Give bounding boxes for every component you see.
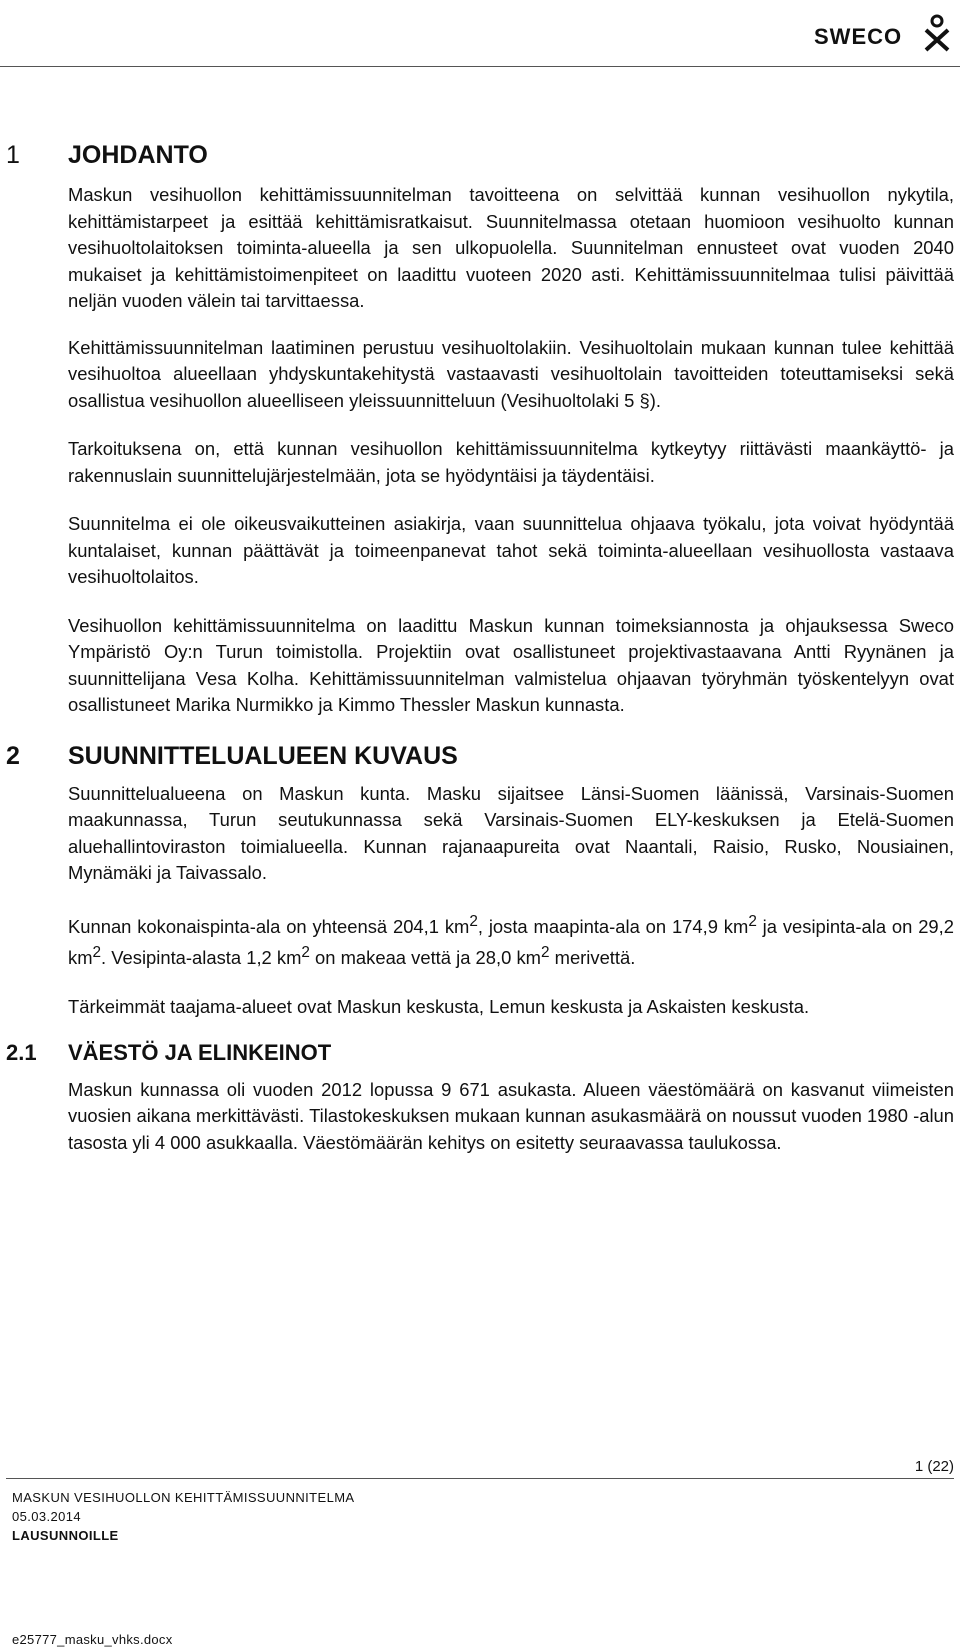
paragraph-intro-5: Vesihuollon kehittämissuunnitelma on laadittu Maskun kunnan toimeksiannosta ja ohjauksessa Sweco Ympäristö Oy:n Turun toimistolla. Projektiin ovat osallistuneet projektivastaavana Antti Ryynänen ja suunnittelijana Vesa Kolha. Kehittämissuunnitelman valmistelua ohjaavan työryhmän työskentelyyn ovat osallistuneet Marika Nurmikko ja Kimmo Thessler Maskun kunnasta. (68, 614, 954, 715)
paragraph-area-2 (0, 909, 960, 972)
superscript: 2 (301, 944, 310, 962)
superscript: 2 (469, 912, 478, 930)
footer-doc-title: MASKUN VESIHUOLLON KEHITTÄMISSUUNNITELMA (12, 1490, 355, 1505)
section-1-number: 1 (6, 141, 20, 169)
sweco-mark-icon (920, 14, 954, 52)
header-divider (0, 66, 960, 67)
area-text-a: Kunnan kokonaispinta-ala on yhteensä 204,1 km (68, 915, 470, 937)
area-text-e: on makeaa vettä ja 28,0 km (309, 947, 541, 969)
section-1-title: JOHDANTO (68, 141, 208, 169)
paragraph-area-3: Tärkeimmät taajama-alueet ovat Maskun keskusta, Lemun keskusta ja Askaisten keskusta. (68, 995, 810, 1017)
paragraph-intro-1: Maskun vesihuollon kehittämissuunnitelman tavoitteena on selvittää kunnan vesihuollon nykytila, kehittämistarpeet ja esittää kehittämisratkaisut. Suunnitelmassa otetaan huomioon vesihuolto kunnan vesihuoltolaitoksen toiminta-alueella ja sen ulkopuolella. Suunnitelman ennusteet ovat vuoden 2040 mukaiset ja kehittämistoimenpiteet on laadittu vuoteen 2020 asti. Kehittämissuunnitelmaa tulisi päivittää neljän vuoden välein tai tarvittaessa. (68, 184, 954, 311)
paragraph-area-1: Suunnittelualueena on Maskun kunta. Masku sijaitsee Länsi-Suomen läänissä, Varsinais-Suomen maakunnassa, Turun seutukunnassa sekä Varsinais-Suomen ELY-keskuksen ja Etelä-Suomen aluehallintoviraston toimialueella. Kunnan rajanaapureita ovat Naantali, Raisio, Rusko, Nousiainen, Mynämäki ja Taivassalo. (68, 782, 954, 883)
section-2-1-title: VÄESTÖ JA ELINKEINOT (68, 1040, 332, 1066)
footer-date: 05.03.2014 (12, 1509, 82, 1524)
footer-info (12, 1488, 355, 1545)
paragraph-population-1: Maskun kunnassa oli vuoden 2012 lopussa 9 671 asukasta. Alueen väestömäärä on kasvanut viimeisten vuosien aikana merkittävästi. Tilastokeskuksen mukaan kunnan asukasmäärä on noussut vuoden 1980 -alun tasosta yli 4 000 asukkaalla. Väestömäärän kehitys on esitetty seuraavassa taulukossa. (68, 1078, 954, 1153)
area-text-f: merivettä. (549, 947, 636, 969)
document-body (0, 140, 960, 1156)
area-text-d: . Vesipinta-alasta 1,2 km (101, 947, 302, 969)
section-2-1-heading (0, 1040, 960, 1066)
section-1-heading (0, 140, 960, 170)
sweco-logo (814, 14, 954, 54)
footer-status: LAUSUNNOILLE (12, 1528, 119, 1543)
page-number: 1 (22) (914, 1458, 954, 1475)
superscript: 2 (748, 912, 757, 930)
area-text-c: ja vesipinta-ala on 29,2 km (68, 915, 954, 969)
area-text-b: , josta maapinta-ala on 174,9 km (477, 915, 749, 937)
paragraph-intro-3: Tarkoituksena on, että kunnan vesihuollon kehittämissuunnitelma kytkeytyy riittävästi maankäyttö- ja rakennuslain suunnittelujärjestelmään, jota se hyödyntäisi ja täydentäisi. (68, 438, 954, 486)
paragraph-intro-2: Kehittämissuunnitelman laatiminen perustuu vesihuoltolakiin. Vesihuoltolain mukaan kunnan tulee kehittää vesihuoltoa alueellaan yhdyskuntakehitystä vastaavasti vesihuoltolain tavoitteiden toteuttamiseksi sekä osallistua vesihuollon alueelliseen yleissuunnitteluun (Vesihuoltolaki 5 §). (68, 336, 954, 411)
superscript: 2 (92, 944, 102, 962)
section-2-number: 2 (6, 741, 20, 770)
section-2-title: SUUNNITTELUALUEEN KUVAUS (68, 741, 458, 770)
logo-text: SWECO (814, 24, 903, 49)
paragraph-intro-4: Suunnitelma ei ole oikeusvaikutteinen asiakirja, vaan suunnittelua ohjaava työkalu, jota voivat hyödyntää kuntalaiset, kunnan päättävät ja toimeenpanevat tahot sekä toiminta-alueellaan vesihuollosta vastaava vesihuoltolaitos. (68, 513, 954, 587)
section-2-heading (0, 741, 960, 771)
section-2-1-number: 2.1 (6, 1040, 37, 1066)
superscript: 2 (540, 944, 550, 962)
footer-filename: e25777_masku_vhks.docx (12, 1632, 173, 1647)
footer-divider (6, 1478, 954, 1479)
